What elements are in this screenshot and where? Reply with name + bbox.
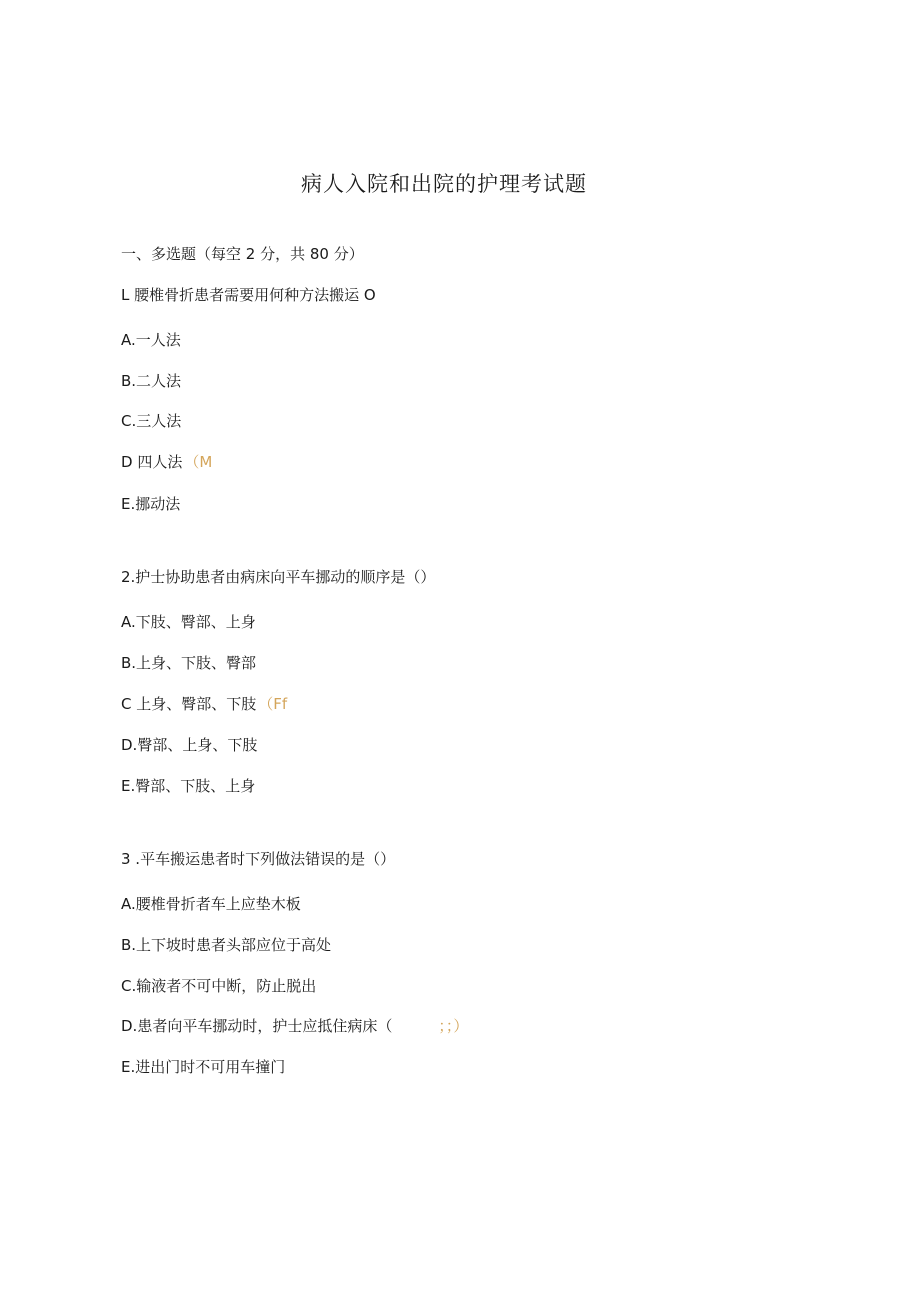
question-1-option-e: [121, 494, 180, 514]
question-3-stem: 3 .平车搬运患者时下列做法错误的是（）: [121, 850, 396, 868]
option-text: B.二人法: [121, 372, 182, 390]
question-2-option-a: [121, 612, 256, 632]
question-2-option-d: [121, 735, 257, 755]
question-3-option-b: [121, 935, 331, 955]
option-text: E.进出门时不可用车撞门: [121, 1058, 286, 1076]
question-2-option-e: [121, 776, 255, 796]
option-text: D.臀部、上身、下肢: [121, 736, 258, 754]
answer-mark: （M: [184, 453, 213, 471]
option-text: B.上下坡时患者头部应位于高处: [121, 936, 332, 954]
question-1-option-d: [121, 452, 212, 472]
option-text: E.臀部、下肢、上身: [121, 777, 256, 795]
question-1-option-b: [121, 371, 181, 391]
question-3-option-a: [121, 894, 301, 914]
question-2-stem: 2.护士协助患者由病床向平车挪动的顺序是（）: [121, 568, 436, 586]
option-text: A.腰椎骨折者车上应垫木板: [121, 895, 301, 913]
question-1-stem: L 腰椎骨折患者需要用何种方法搬运 O: [121, 286, 376, 304]
question-2-option-c: [121, 694, 287, 714]
option-text: C.输液者不可中断，防止脱出: [121, 977, 317, 995]
question-3-option-c: [121, 976, 316, 996]
question-1-option-a: [121, 330, 181, 350]
option-text: C.三人法: [121, 412, 182, 430]
question-1-option-c: [121, 411, 181, 431]
answer-mark: ；；）: [438, 1017, 469, 1035]
page-title: 病人入院和出院的护理考试题: [301, 172, 587, 196]
option-text: D 四人法: [121, 453, 183, 471]
option-text: D.患者向平车挪动时，护士应抵住病床（: [121, 1017, 393, 1035]
question-3-option-e: [121, 1057, 285, 1077]
option-text: A.下肢、臀部、上身: [121, 613, 256, 631]
option-text: E.挪动法: [121, 495, 181, 513]
option-text: C 上身、臀部、下肢: [121, 695, 257, 713]
section-heading: 一、多选题（每空 2 分，共 80 分）: [121, 245, 364, 263]
question-3-option-d: [121, 1016, 468, 1036]
option-text: B.上身、下肢、臀部: [121, 654, 257, 672]
answer-mark: （Ff: [258, 695, 288, 713]
option-text: A.一人法: [121, 331, 181, 349]
question-2-option-b: [121, 653, 256, 673]
